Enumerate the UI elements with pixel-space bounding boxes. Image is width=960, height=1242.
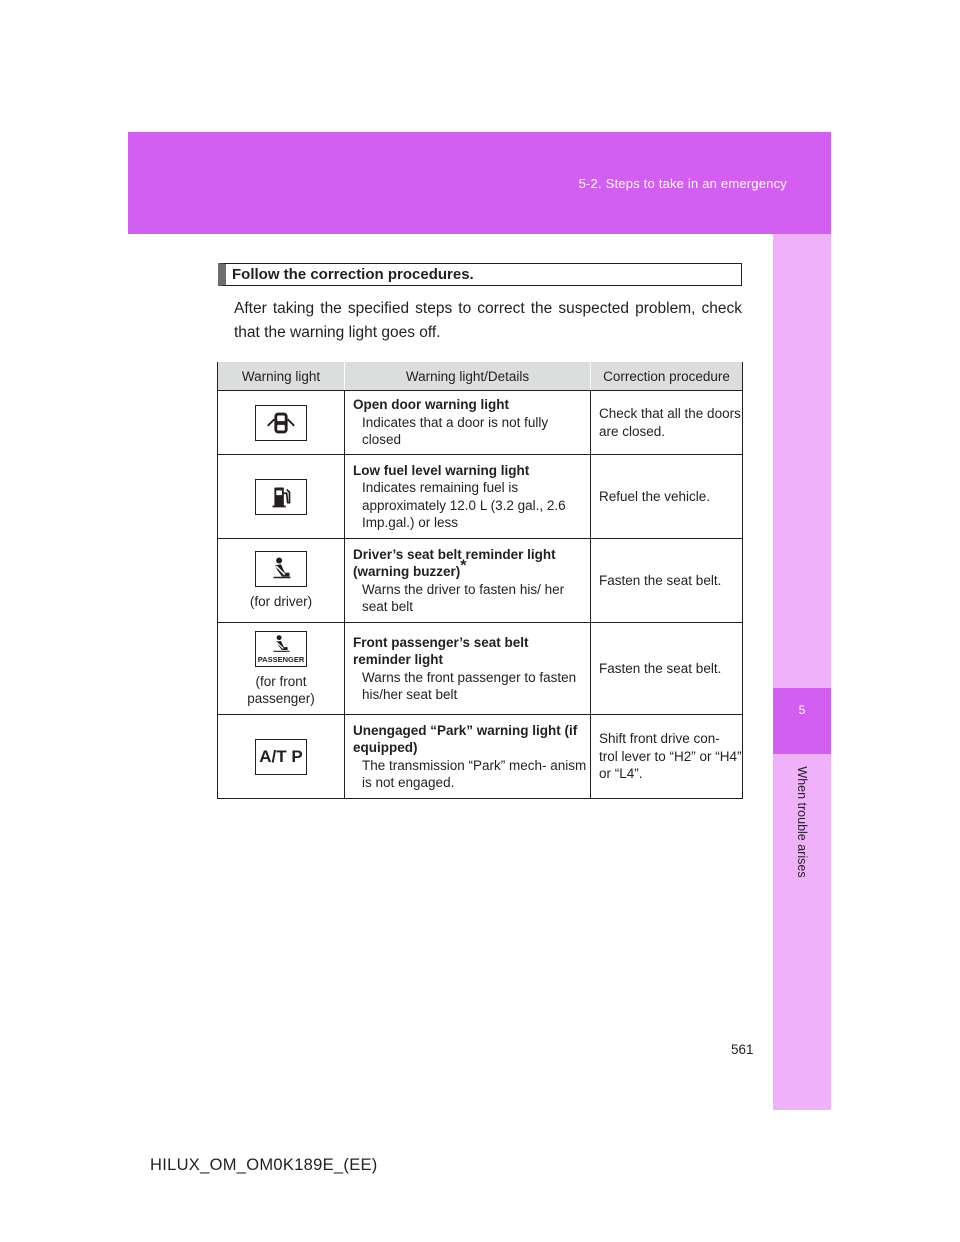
details-cell	[345, 715, 591, 799]
passenger-seatbelt-icon	[255, 631, 307, 667]
at-p-label: A/T P	[259, 746, 303, 766]
column-header-correction: Correction procedure	[591, 362, 743, 391]
chapter-number: 5	[798, 703, 806, 717]
warning-light-cell	[218, 715, 345, 799]
chapter-label: When trouble arises	[795, 766, 809, 878]
header-band	[128, 132, 831, 234]
warning-title: Front passenger’s seat belt reminder light	[353, 634, 529, 667]
column-header-details: Warning light/Details	[345, 362, 591, 391]
warning-details: Indicates remaining fuel is approximately 12.0 L (3.2 gal., 2.6 Imp.gal.) or less	[362, 480, 566, 530]
table-row	[218, 455, 743, 539]
table-row	[218, 715, 743, 799]
footer-code: HILUX_OM_OM0K189E_(EE)	[150, 1156, 378, 1174]
side-tab	[773, 234, 831, 1110]
chapter-tab[interactable]	[773, 688, 831, 754]
details-cell	[345, 623, 591, 715]
correction-cell: Refuel the vehicle.	[591, 455, 743, 539]
footnote-asterisk: *	[460, 557, 467, 575]
table-header-row	[218, 362, 743, 391]
warning-details: Indicates that a door is not fully closed	[362, 414, 549, 448]
section-title: 5-2. Steps to take in an emergency	[578, 176, 787, 191]
icon-caption: (for driver)	[249, 594, 313, 609]
details-cell	[345, 391, 591, 455]
warning-light-cell	[218, 455, 345, 539]
page-number: 561	[731, 1042, 754, 1057]
warning-title: Low fuel level warning light	[353, 462, 530, 478]
fuel-pump-icon	[255, 479, 307, 515]
table-row	[218, 539, 743, 623]
warning-light-table	[217, 362, 743, 799]
warning-light-cell	[218, 391, 345, 455]
procedure-heading	[218, 263, 742, 286]
passenger-label: PASSENGER	[257, 654, 305, 664]
procedure-heading-text: Follow the correction procedures.	[232, 266, 474, 283]
column-header-warning-light: Warning light	[218, 362, 345, 391]
correction-cell: Fasten the seat belt.	[591, 623, 743, 715]
procedure-intro: After taking the specified steps to correct the suspected problem, check that the warning light goes off.	[234, 300, 742, 341]
warning-light-cell	[218, 623, 345, 715]
warning-title: Open door warning light	[353, 397, 509, 413]
warning-title: Unengaged “Park” warning light (if equipped)	[353, 722, 578, 755]
warning-details: Warns the front passenger to fasten his/her seat belt	[362, 669, 577, 702]
correction-cell: Fasten the seat belt.	[591, 539, 743, 623]
correction-cell: Shift front drive con- trol lever to “H2” or “H4” or “L4”.	[591, 715, 743, 799]
warning-title-text: Driver’s seat belt reminder light (warning buzzer)	[353, 546, 556, 579]
correction-cell: Check that all the doors are closed.	[591, 391, 743, 455]
icon-caption: (for front passenger)	[247, 673, 315, 706]
warning-details: The transmission “Park” mech- anism is not engaged.	[362, 757, 587, 790]
details-cell	[345, 539, 591, 623]
table-row	[218, 391, 743, 455]
warning-details: Warns the driver to fasten his/ her seat belt	[362, 581, 565, 614]
details-cell	[345, 455, 591, 539]
warning-light-cell	[218, 539, 345, 623]
warning-title	[353, 546, 590, 581]
seatbelt-icon	[255, 551, 307, 587]
table-row	[218, 623, 743, 715]
at-p-icon	[255, 739, 307, 775]
open-door-icon	[255, 405, 307, 441]
